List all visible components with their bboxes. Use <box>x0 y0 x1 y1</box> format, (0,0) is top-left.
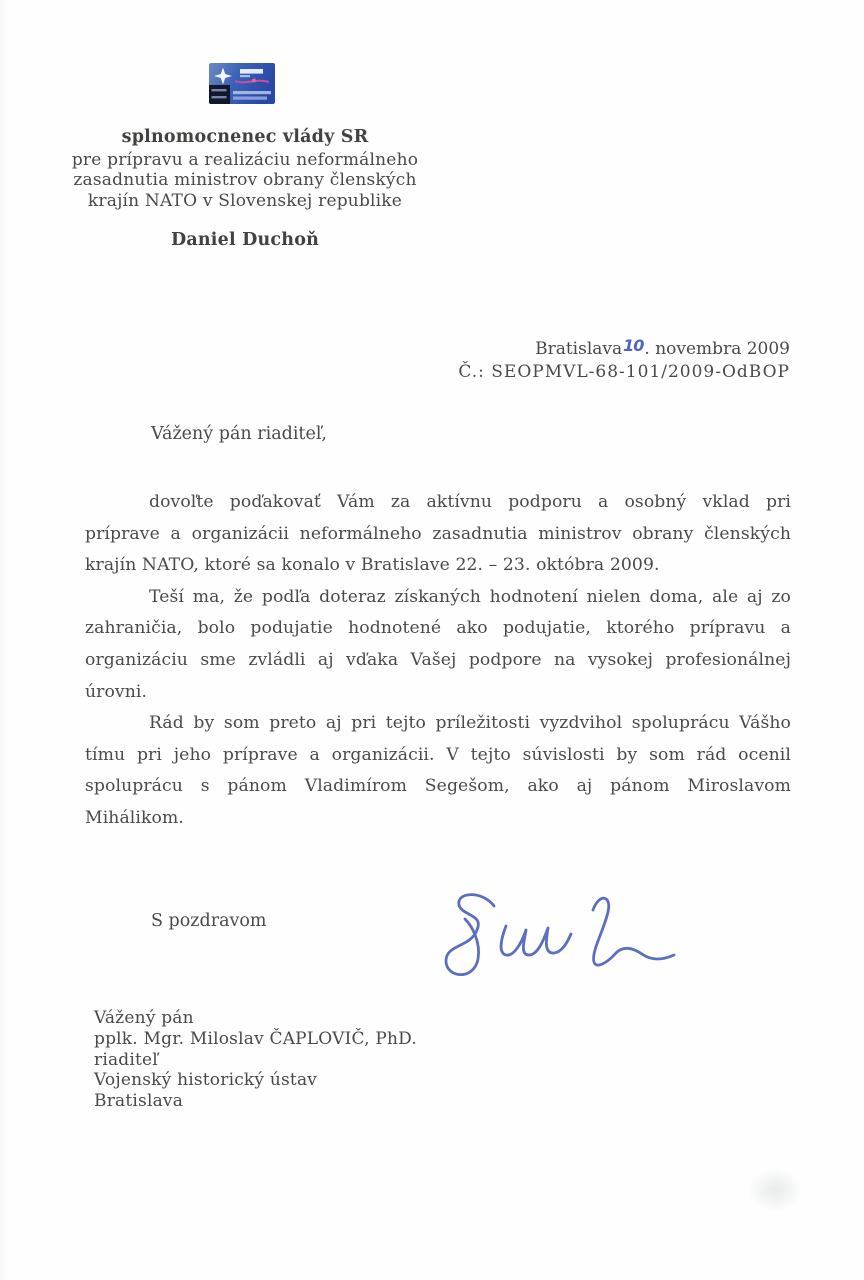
recipient-line: Bratislava <box>94 1091 184 1112</box>
letterhead-person-name: Daniel Duchoň <box>170 230 320 250</box>
dateline <box>400 337 790 384</box>
body-line: príprave a organizácii neformálneho zasadnutia ministrov obrany členských <box>85 523 791 544</box>
letterhead <box>70 127 420 251</box>
body-line: úrovni. <box>85 681 148 702</box>
date-rest: . novembra 2009 <box>644 339 790 359</box>
date-line <box>400 337 790 361</box>
recipient-line: riaditeľ <box>94 1049 158 1070</box>
body-line: zahraničia, bolo podujatie hodnotené ako podujatie, ktorého prípravu a <box>85 618 791 639</box>
letterhead-subtitle-line: zasadnutia ministrov obrany členských <box>73 170 417 190</box>
letterhead-title: splnomocnenec vlády SR <box>121 127 369 147</box>
date-place: Bratislava <box>535 339 623 359</box>
body-line: spoluprácu s pánom Vladimírom Segešom, ako aj pánom Miroslavom <box>85 776 791 797</box>
salutation: Vážený pán riaditeľ, <box>151 424 327 444</box>
recipient-block <box>94 1008 417 1112</box>
body-line: Teší ma, že podľa doteraz získaných hodnotení nielen doma, ale aj zo <box>149 586 791 607</box>
letterhead-subtitle-line: krajín NATO v Slovenskej republike <box>87 190 403 211</box>
reference-number: Č.: SEOPMVL-68-101/2009-OdBOP <box>458 362 790 382</box>
handwritten-day: 10 <box>623 336 644 355</box>
body-line: Mihálikom. <box>85 807 184 828</box>
body-line: tímu pri jeho príprave a organizácii. V tejto súvislosti by som rád ocenil <box>85 744 791 765</box>
recipient-line: Vážený pán <box>94 1008 194 1028</box>
nato-summit-logo <box>209 63 275 104</box>
recipient-line: pplk. Mgr. Miloslav ČAPLOVIČ, PhD. <box>94 1028 417 1049</box>
letter-body <box>85 487 791 835</box>
scan-smudge <box>748 1168 802 1212</box>
handwritten-signature <box>436 884 676 994</box>
recipient-line: Vojenský historický ústav <box>94 1070 318 1091</box>
body-line: krajín NATO, ktoré sa konalo v Bratislave 22. – 23. októbra 2009. <box>85 555 660 576</box>
closing-phrase: S pozdravom <box>151 911 267 931</box>
body-line: organizáciu sme zvládli aj vďaka Vašej podpore na vysokej profesionálnej <box>85 649 791 670</box>
body-line: dovoľte poďakovať Vám za aktívnu podporu a osobný vklad pri <box>149 492 791 512</box>
letterhead-subtitle-line: pre prípravu a realizáciu neformálneho <box>71 149 419 170</box>
body-line: Rád by som preto aj pri tejto príležitosti vyzdvihol spoluprácu Vášho <box>149 713 791 734</box>
logo-dark-block <box>209 85 230 104</box>
letterhead-subtitle <box>70 150 420 212</box>
